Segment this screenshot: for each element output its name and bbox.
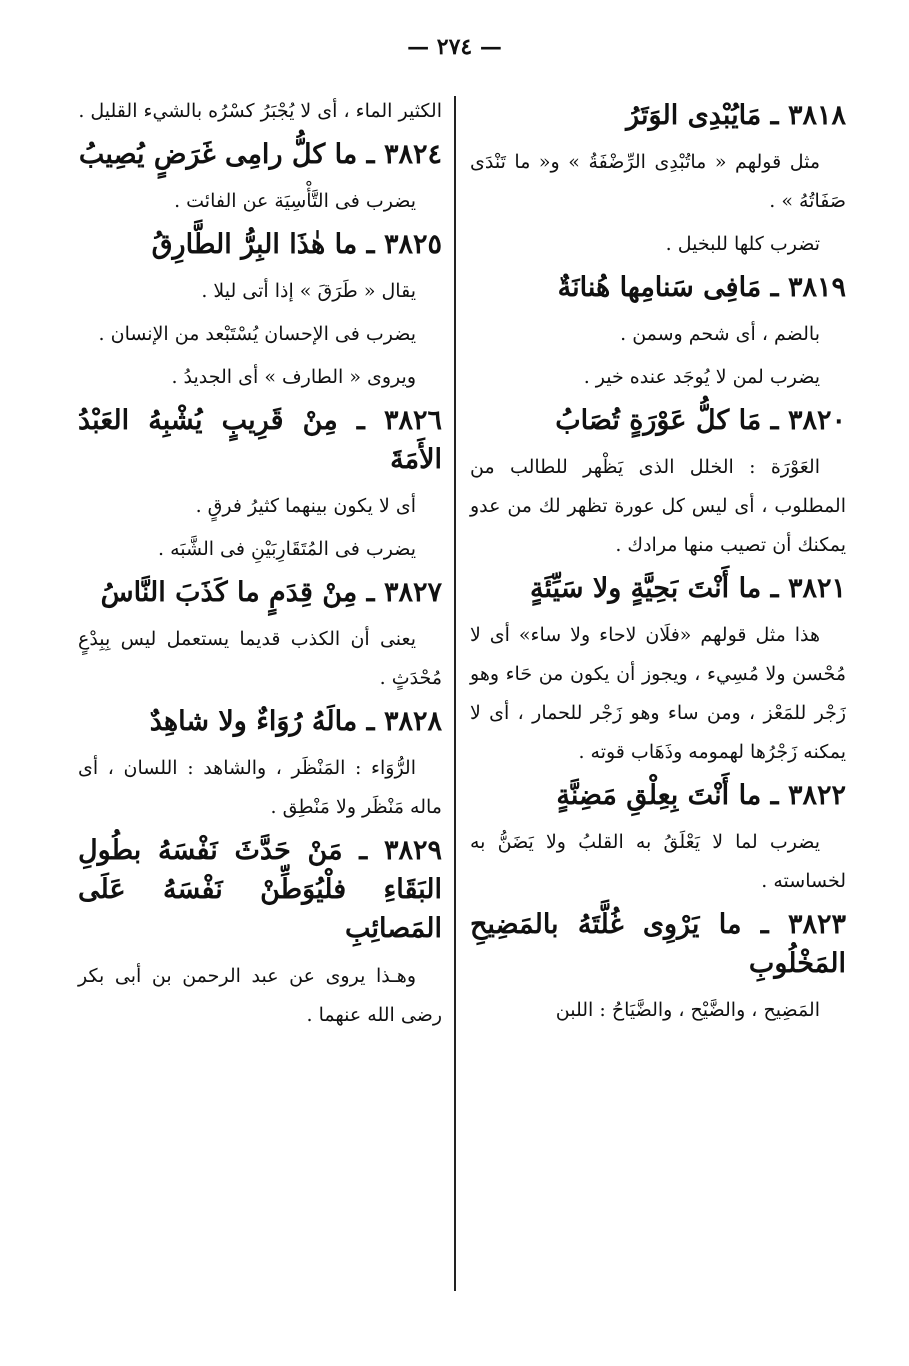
paragraph: يضرب فى المُتَقَارِبَيْنِ فى الشَّبَه .	[158, 538, 416, 561]
column-divider	[454, 96, 456, 1291]
paragraph: بالضم ، أى شحم وسمن .	[620, 323, 820, 346]
proverb-heading: ٣٨٢٤ ـ ما كلُّ رامِى غَرَضٍ يُصِيبُ	[78, 138, 442, 170]
proverb-heading: ٣٨٢٢ ـ ما أَنْتَ بِعِلْقِ مَضِنَّةٍ	[556, 779, 846, 811]
proverb-heading: ٣٨١٨ ـ مَايُبْدِى الوَتَرُ	[626, 100, 846, 131]
proverb-heading: ٣٨٢٣ ـ ما يَرْوِى غُلَّتَهُ بالمَضِيحِ المَخْلُوبِ	[470, 908, 846, 979]
proverb-heading: ٣٨٢٠ ـ مَا كلُّ عَوْرَةٍ تُصَابُ	[555, 404, 846, 436]
paragraph: ويروى « الطارف » أى الجديدُ .	[171, 366, 416, 389]
paragraph: يضرب لما لا يَعْلَقُ به القلبُ ولا يَضَنُّ به لخساسته .	[470, 830, 846, 892]
page-number: — ٢٧٤ —	[407, 34, 502, 60]
paragraph: مثل قولهم « ماتُبْدِى الرِّضْفَةُ » و« ما تَنْدَى صَفَاتُهُ » .	[470, 151, 846, 213]
proverb-heading: ٣٨٢٨ ـ مالَهُ رُوَاءٌ ولا شاهِدٌ	[149, 706, 442, 738]
proverb-heading: ٣٨٢١ ـ ما أَنْتَ بَحِيَّةٍ ولا سَيِّئَةٍ	[530, 572, 846, 604]
paragraph: الكثير الماء ، أى لا يُجْبَرُ كسْرُه بالشيء القليل .	[78, 100, 442, 122]
paragraph: وهـذا يروى عن عبد الرحمن بن أبى بكر رضى الله عنهما .	[78, 964, 442, 1026]
proverb-heading: ٣٨١٩ ـ مَافِى سَنامِها هُنانَةٌ	[557, 271, 846, 303]
proverb-heading: ٣٨٢٧ ـ مِنْ قِدَمٍ ما كَذَبَ النَّاسُ	[100, 577, 442, 609]
paragraph: يضرب لمن لا يُوجَد عنده خير .	[583, 366, 820, 389]
paragraph: يضرب فى التَّأْسِيَة عن الفائت .	[174, 190, 416, 213]
paragraph: هذا مثل قولهم «فلَان لاحاء ولا ساء» أى لا مُحْسن ولا مُسِيء ، ويجوز أن يكون من حَاء وهو زَجْر للمَعْز ، ومن ساء وهو زَجْر للحمار ، أى لا يمكنه زَجْرُها لهمومه وذَهَاب قوته .	[470, 624, 846, 763]
left-column	[78, 92, 442, 1038]
paragraph: يعنى أن الكذب قديما يستعمل ليس بِبِدْعٍ مُحْدَثٍ .	[78, 628, 442, 690]
paragraph: المَضِيح ، والضَّيْح ، والضَّيَاحُ : اللبن	[555, 999, 820, 1022]
paragraph: يضرب فى الإحسان يُسْتَبْعد من الإنسان .	[98, 323, 416, 346]
paragraph: يقال « طَرَقَ » إذا أتى ليلا .	[201, 280, 416, 303]
paragraph: العَوْرَة : الخلل الذى يَظْهر للطالب من المطلوب ، أى ليس كل عورة تظهر لك من عدو يمكنك أن تصيب منها مرادك .	[470, 456, 846, 556]
paragraph: الرُّوَاء : المَنْظَر ، والشاهد : اللسان ، أى ماله مَنْظَر ولا مَنْطِق .	[78, 757, 442, 819]
proverb-heading: ٣٨٢٩ ـ مَنْ حَدَّثَ نَفْسَهُ بطُولِ البَقَاءِ فلْيُوَطِّنْ نَفْسَهُ عَلَى المَصائِبِ	[78, 835, 442, 945]
paragraph: تضرب كلها للبخيل .	[665, 233, 820, 256]
right-column	[470, 92, 846, 1034]
proverb-heading: ٣٨٢٦ ـ مِنْ قَرِيبٍ يُشْبِهُ العَبْدُ الأَمَةَ	[78, 404, 442, 476]
paragraph: أى لا يكون بينهما كثيرُ فرقٍ .	[195, 495, 416, 518]
proverb-heading: ٣٨٢٥ ـ ما هٰذَا البِرُّ الطَّارِقُ	[151, 229, 442, 261]
